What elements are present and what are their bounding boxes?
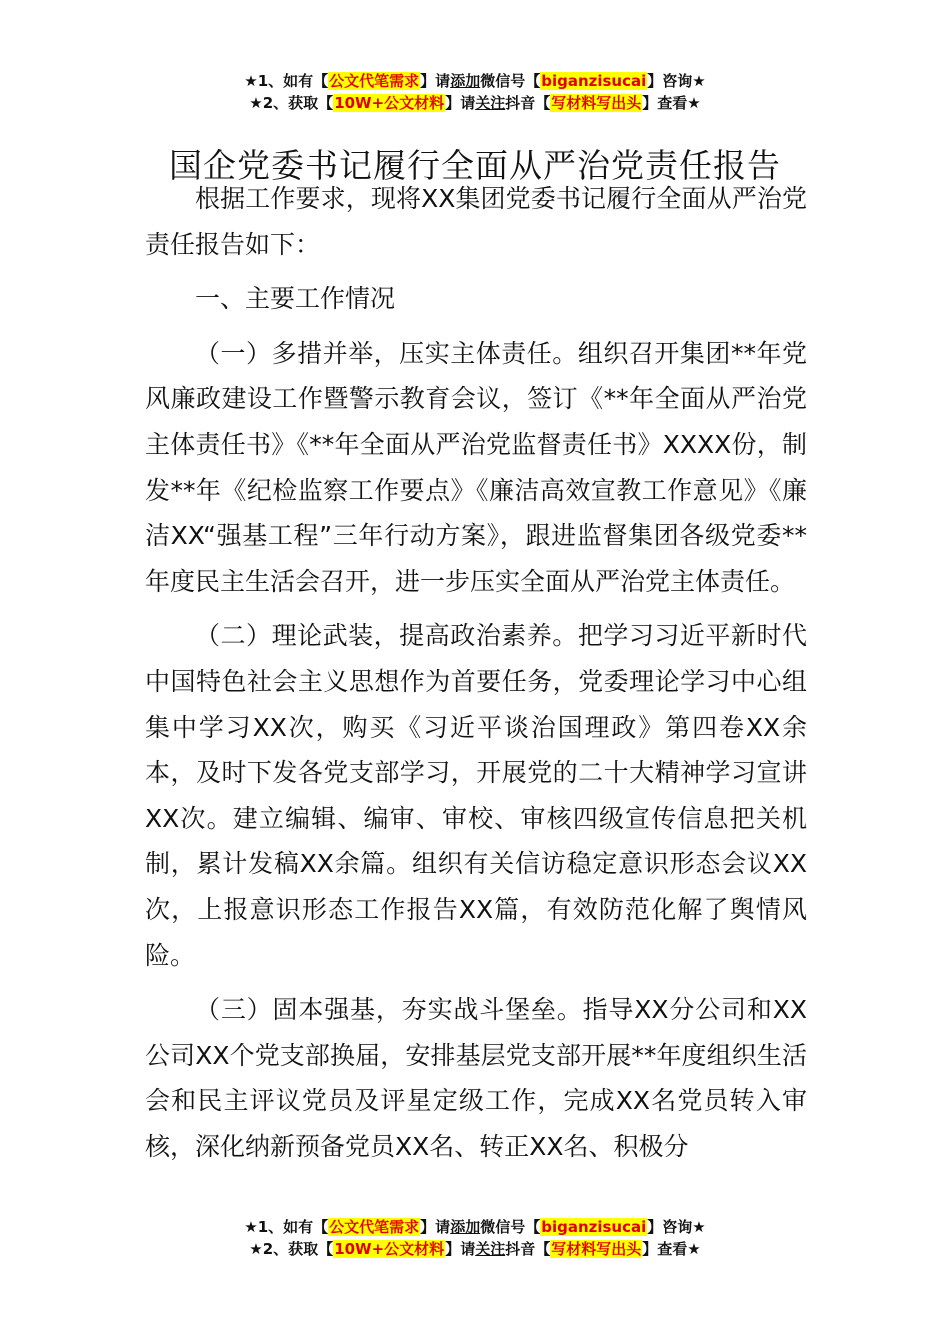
document-body [145, 176, 807, 1178]
highlight-service: 公文代笔需求 [329, 1218, 420, 1236]
footer-promo-banner [0, 1216, 950, 1260]
section-heading: 一、主要工作情况 [195, 284, 396, 314]
promo-line-1: ★1、如有【公文代笔需求】请添加微信号【biganzisucai】咨询★ [244, 72, 706, 90]
highlight-materials: 10W+公文材料 [334, 1240, 445, 1258]
highlight-service: 公文代笔需求 [329, 72, 420, 90]
intro-paragraph: 根据工作要求，现将XX集团党委书记履行全面从严治党责任报告如下： [145, 184, 807, 259]
body-paragraph: （一）多措并举，压实主体责任。组织召开集团**年党风廉政建设工作暨警示教育会议，签订《**年全面从严治党主体责任书》《**年全面从严治党监督责任书》XXXX份，制发**年《纪检监察工作要点》《廉洁高效宣教工作意见》《廉洁XX“强基工程”三年行动方案》，跟进监督集团各级党委**年度民主生活会召开，进一步压实全面从严治党主体责任。 [145, 338, 807, 596]
body-paragraph: （三）固本强基，夯实战斗堡垒。指导XX分公司和XX公司XX个党支部换届，安排基层党支部开展**年度组织生活会和民主评议党员及评星定级工作，完成XX名党员转入审核，深化纳新预备党员XX名、转正XX名、积极分 [145, 995, 807, 1161]
highlight-wechat-id: biganzisucai [541, 72, 647, 90]
highlight-douyin: 写材料写出头 [551, 1240, 642, 1258]
highlight-materials: 10W+公文材料 [334, 94, 445, 112]
highlight-wechat-id: biganzisucai [541, 1218, 647, 1236]
promo-line-2: ★2、获取【10W+公文材料】请关注抖音【写材料写出头】查看★ [249, 94, 701, 112]
promo-line-1: ★1、如有【公文代笔需求】请添加微信号【biganzisucai】咨询★ [244, 1218, 706, 1236]
highlight-douyin: 写材料写出头 [551, 94, 642, 112]
promo-line-2: ★2、获取【10W+公文材料】请关注抖音【写材料写出头】查看★ [249, 1240, 701, 1258]
document-title: 国企党委书记履行全面从严治党责任报告 [169, 146, 781, 186]
header-promo-banner [0, 70, 950, 114]
body-paragraph: （二）理论武装，提高政治素养。把学习习近平新时代中国特色社会主义思想作为首要任务，党委理论学习中心组集中学习XX次，购买《习近平谈治国理政》第四卷XX余本，及时下发各党支部学习，开展党的二十大精神学习宣讲XX次。建立编辑、编审、审校、审核四级宣传信息把关机制，累计发稿XX余篇。组织有关信访稳定意识形态会议XX次，上报意识形态工作报告XX篇，有效防范化解了舆情风险。 [145, 621, 807, 970]
